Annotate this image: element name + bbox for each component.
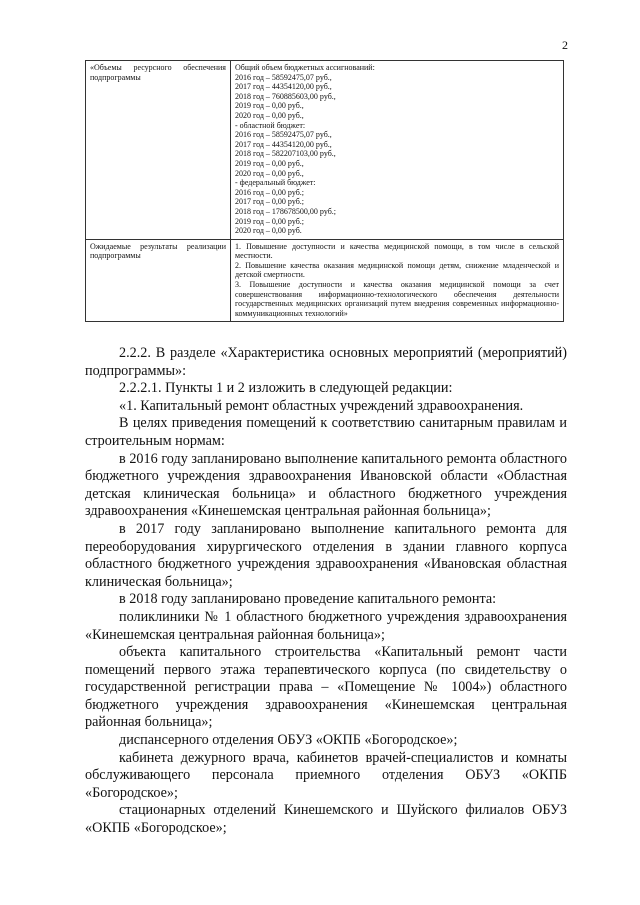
paragraph: в 2016 году запланировано выполнение капитального ремонта областного бюджетного учреждения здравоохранения Ивановской области «Областная детская клиническая больница» и областного бюджетного учреждения здравоохранения «Кинешемская центральная районная больница»; [85,450,567,520]
expected-result-item: 1. Повышение доступности и качества медицинской помощи, в том числе в сельской местности. [235,241,559,261]
paragraph: в 2017 году запланировано выполнение капитального ремонта для переоборудования хирургического отделения в здании главного корпуса областного бюджетного учреждения здравоохранения «Ивановская областная клиническая больница»; [85,520,567,590]
resources-line: 2019 год – 0,00 руб., [235,101,304,111]
resources-line: 2020 год – 0,00 руб., [235,168,304,178]
paragraph: 2.2.2.1. Пункты 1 и 2 изложить в следующей редакции: [119,380,453,397]
paragraph: диспансерного отделения ОБУЗ «ОКПБ «Богородское»; [119,732,458,749]
paragraph: 2.2.2. В разделе «Характеристика основных мероприятий (мероприятий) подпрограммы»: [85,345,567,379]
paragraph: стационарных отделений Кинешемского и Шуйского филиалов ОБУЗ «ОКПБ «Богородское»; [85,802,567,837]
expected-results-label: Ожидаемые результаты реализации подпрограммы [86,239,231,322]
resources-line: 2017 год – 0,00 руб.; [235,197,305,207]
expected-result-item: 3. Повышение доступности и качества оказания медицинской помощи за счет совершенствования информационно-технологического обеспечения деятельности государственных медицинских организаций путем внедрения современных информационно-коммуникационных технологий» [235,280,559,318]
table-row-expected-results [86,239,564,322]
resources-line: 2018 год – 760885603,00 руб., [235,91,336,101]
resources-line: 2018 год – 178678500,00 руб.; [235,206,337,216]
resources-line: 2017 год – 44354120,00 руб., [235,82,332,92]
document-body [85,345,567,838]
resources-line: - областной бюджет: [235,120,306,130]
resources-values [231,61,564,240]
resources-line: 2019 год – 0,00 руб., [235,158,304,168]
resources-line: 2016 год – 58592475,07 руб., [235,72,332,82]
resources-label: «Объемы ресурсного обеспечения подпрограммы [86,61,231,240]
resources-line: 2020 год – 0,00 руб., [235,110,304,120]
program-passport-table [85,60,564,322]
resources-line: 2019 год – 0,00 руб.; [235,216,305,226]
table-row-resources [86,61,564,240]
resources-line: Общий объем бюджетных ассигнований: [235,63,375,72]
expected-results-values [231,239,564,322]
page-number: 2 [562,38,568,52]
paragraph: «1. Капитальный ремонт областных учреждений здравоохранения. [119,397,524,414]
resources-line: 2016 год – 58592475,07 руб., [235,130,332,140]
resources-line: 2018 год – 582207103,00 руб., [235,149,336,159]
expected-result-item: 2. Повышение качества оказания медицинской помощи детям, снижение младенческой и детской смертности. [235,260,559,280]
resources-line: 2020 год – 0,00 руб. [235,226,302,236]
paragraph: объекта капитального строительства «Капитальный ремонт части помещений первого этажа терапевтического корпуса (по свидетельству о государственной регистрации права – «Помещение № 1004») областного бюджетного учреждения здравоохранения «Кинешемская центральная районная больница»; [85,644,567,731]
paragraph: В целях приведения помещений к соответствию санитарным правилам и строительным нормам: [85,415,567,449]
resources-line: 2017 год – 44354120,00 руб., [235,139,332,149]
paragraph: кабинета дежурного врача, кабинетов врачей-специалистов и комнаты обслуживающего персонала приемного отделения ОБУЗ «ОКПБ «Богородское»; [85,749,567,801]
paragraph: поликлиники № 1 областного бюджетного учреждения здравоохранения «Кинешемская центральная районная больница»; [85,608,567,643]
resources-line: - федеральный бюджет: [235,178,316,188]
resources-line: 2016 год – 0,00 руб.; [235,187,305,197]
paragraph: в 2018 году запланировано проведение капитального ремонта: [119,591,497,608]
